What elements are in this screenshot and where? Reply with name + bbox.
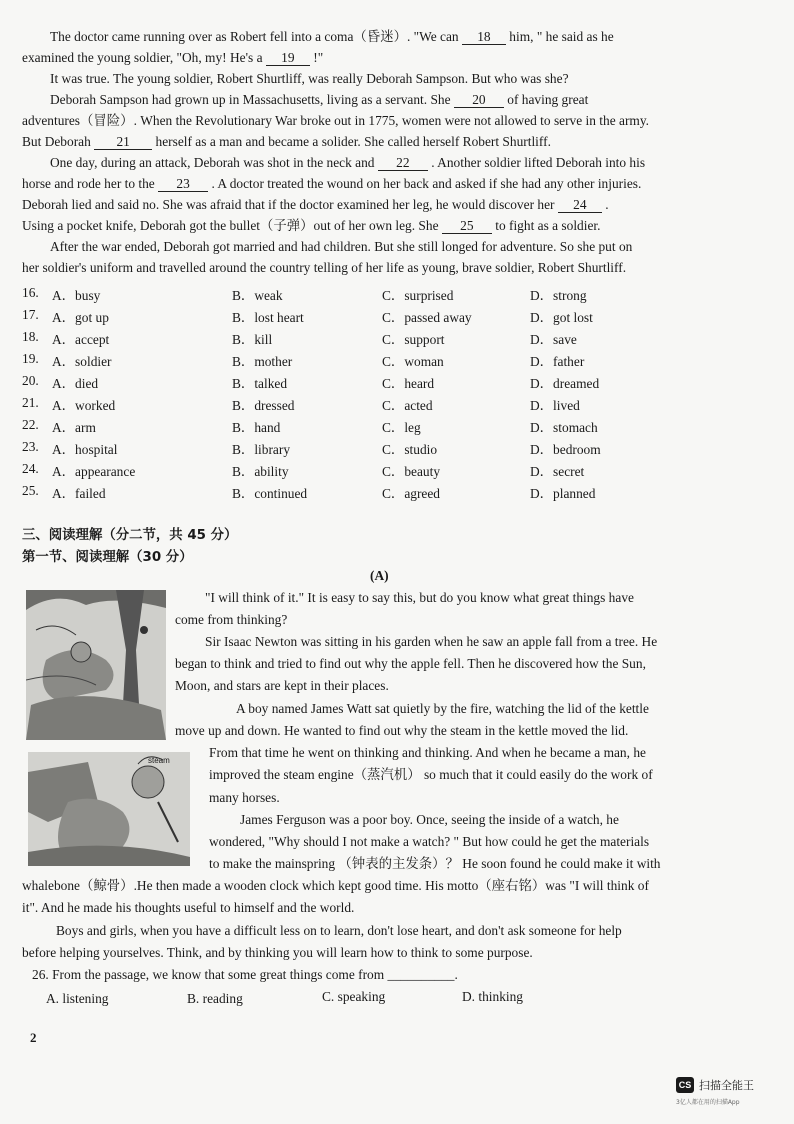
option-row xyxy=(22,351,622,371)
question-number: 17. xyxy=(22,307,39,322)
text: horse and rode her to the xyxy=(22,176,155,191)
passage-line: wondered, "Why should I not make a watch? " But how could he get the materials xyxy=(209,834,650,849)
blank-24: 24 xyxy=(558,197,602,213)
option-d: D．save xyxy=(530,332,577,347)
option-d: D．father xyxy=(530,354,585,369)
passage-line: From that time he went on thinking and thinking. And when he became a man, he xyxy=(209,745,646,760)
question-number: 21. xyxy=(22,395,39,410)
text: !" xyxy=(313,50,324,65)
text: The doctor came running over as Robert fell into a coma（昏迷）. "We can xyxy=(50,29,459,44)
passage-line: After the war ended, Deborah got married and had children. But she still longed for adventure. So she put on xyxy=(50,239,633,254)
blank-21: 21 xyxy=(94,134,152,150)
picture-label: steam xyxy=(148,756,170,765)
passage-line: improved the steam engine（蒸汽机） so much that it could easily do the work of xyxy=(209,767,653,782)
option-a: A．accept xyxy=(52,332,110,347)
blank-18: 18 xyxy=(462,29,506,45)
option-b: B．dressed xyxy=(232,398,295,413)
passage-line: Moon, and stars are kept in their places. xyxy=(175,678,389,693)
option-a: A．hospital xyxy=(52,442,118,457)
passage-line: before helping yourselves. Think, and by thinking you will learn how to think to some purpose. xyxy=(22,945,533,960)
passage-line: A boy named James Watt sat quietly by the fire, watching the lid of the kettle xyxy=(236,701,649,716)
question-number: 18. xyxy=(22,329,39,344)
question-number: 19. xyxy=(22,351,39,366)
option-c: C．support xyxy=(382,332,445,347)
passage-line xyxy=(22,217,600,235)
passage-line xyxy=(22,133,551,151)
option-c: C．acted xyxy=(382,398,433,413)
option-d: D．planned xyxy=(530,486,596,501)
passage-line: to make the mainspring （钟表的主发条）？ He soon found he could make it with xyxy=(209,856,661,871)
text: 26. From the passage, we know that some great things come from xyxy=(32,967,385,982)
passage-line: Boys and girls, when you have a difficult less on to learn, don't lose heart, and don't ask someone for help xyxy=(56,923,622,938)
text: herself as a man and became a solider. She called herself Robert Shurtliff. xyxy=(155,134,551,149)
newton-illustration xyxy=(26,590,166,740)
text: examined the young soldier, "Oh, my! He's a xyxy=(22,50,263,65)
question-number: 16. xyxy=(22,285,39,300)
option-a: A．soldier xyxy=(52,354,112,369)
option-c: C．woman xyxy=(382,354,444,369)
page-number: 2 xyxy=(30,1030,37,1045)
passage-line: It was true. The young soldier, Robert Shurtliff, was really Deborah Sampson. But who was she? xyxy=(50,71,569,86)
option-row xyxy=(22,439,622,459)
option-b: B．ability xyxy=(232,464,289,479)
option-a: A．appearance xyxy=(52,464,136,479)
question-number: 24. xyxy=(22,461,39,476)
option-d: D．lived xyxy=(530,398,580,413)
option-d: D. thinking xyxy=(462,989,524,1004)
text: of having great xyxy=(507,92,589,107)
option-b: B．continued xyxy=(232,486,308,501)
passage-line: it". And he made his thoughts useful to himself and the world. xyxy=(22,900,355,915)
option-row xyxy=(22,417,622,437)
option-b: B．hand xyxy=(232,420,281,435)
option-row xyxy=(22,461,622,481)
option-row xyxy=(22,307,622,327)
text: to fight as a soldier. xyxy=(495,218,601,233)
question-number: 25. xyxy=(22,483,39,498)
option-d: D．secret xyxy=(530,464,585,479)
blank-22: 22 xyxy=(378,155,428,171)
option-b: B. reading xyxy=(187,991,243,1006)
section-heading: 三、阅读理解（分二节，共 45 分） xyxy=(22,528,238,543)
passage-line: many horses. xyxy=(209,790,280,805)
option-d: D．dreamed xyxy=(530,376,600,391)
option-b: B．lost heart xyxy=(232,310,304,325)
question-number: 22. xyxy=(22,417,39,432)
scanner-watermark xyxy=(676,1077,754,1093)
option-d: D．bedroom xyxy=(530,442,601,457)
passage-line xyxy=(50,28,614,46)
section-subheading: 第一节、阅读理解（30 分） xyxy=(22,550,193,565)
option-a: A．failed xyxy=(52,486,106,501)
passage-line xyxy=(50,91,588,109)
option-row xyxy=(22,373,622,393)
passage-line: adventures（冒险）. When the Revolutionary War broke out in 1775, women were not allowed to serve in the army. xyxy=(22,113,650,128)
option-c: C．leg xyxy=(382,420,421,435)
option-b: B．weak xyxy=(232,288,283,303)
passage-label: (A) xyxy=(370,568,389,583)
passage-line: James Ferguson was a poor boy. Once, seeing the inside of a watch, he xyxy=(240,812,619,827)
text: Deborah lied and said no. She was afraid that if the doctor examined her leg, he would discover her xyxy=(22,197,555,212)
option-row xyxy=(22,285,622,305)
option-row xyxy=(22,329,622,349)
text: One day, during an attack, Deborah was shot in the neck and xyxy=(50,155,375,170)
option-a: A．worked xyxy=(52,398,116,413)
option-d: D．stomach xyxy=(530,420,598,435)
option-row xyxy=(22,395,622,415)
option-c: C．beauty xyxy=(382,464,441,479)
text: But Deborah xyxy=(22,134,91,149)
option-b: B．talked xyxy=(232,376,288,391)
passage-line xyxy=(22,175,641,193)
option-c: C．passed away xyxy=(382,310,472,325)
option-a: A. listening xyxy=(46,991,109,1006)
option-a: A．arm xyxy=(52,420,96,435)
blank-25: 25 xyxy=(442,218,492,234)
passage-line: "I will think of it." It is easy to say this, but do you know what great things have xyxy=(205,590,634,605)
option-a: A．died xyxy=(52,376,99,391)
passage-line xyxy=(22,196,609,214)
passage-line xyxy=(50,154,645,172)
text: Deborah Sampson had grown up in Massachusetts, living as a servant. She xyxy=(50,92,451,107)
answer-blank: __________. xyxy=(387,967,458,982)
passage-line: move up and down. He wanted to find out why the steam in the kettle moved the lid. xyxy=(175,723,629,738)
option-c: C．studio xyxy=(382,442,438,457)
scanner-tagline: 3亿人都在用的扫描App xyxy=(676,1099,740,1106)
text: . A doctor treated the wound on her back and asked if she had any other injuries. xyxy=(211,176,642,191)
passage-line: began to think and tried to find out why the apple fell. Then he discovered how the Sun, xyxy=(175,656,646,671)
passage-line: Sir Isaac Newton was sitting in his garden when he saw an apple fall from a tree. He xyxy=(205,634,658,649)
option-b: B．mother xyxy=(232,354,293,369)
option-b: B．library xyxy=(232,442,291,457)
question-26-stem xyxy=(32,966,458,984)
text: . xyxy=(605,197,609,212)
option-a: A．busy xyxy=(52,288,101,303)
scanner-name: 扫描全能王 xyxy=(699,1079,754,1092)
option-d: D．strong xyxy=(530,288,587,303)
question-number: 20. xyxy=(22,373,39,388)
passage-line: her soldier's uniform and travelled around the country telling of her life as young, brave soldier, Robert Shurtliff. xyxy=(22,260,627,275)
blank-20: 20 xyxy=(454,92,504,108)
passage-line: come from thinking? xyxy=(175,612,288,627)
option-row xyxy=(22,483,622,503)
text: Using a pocket knife, Deborah got the bullet（子弹）out of her own leg. She xyxy=(22,218,439,233)
option-d: D．got lost xyxy=(530,310,593,325)
option-c: C．heard xyxy=(382,376,435,391)
option-c: C．agreed xyxy=(382,486,441,501)
option-c: C．surprised xyxy=(382,288,454,303)
watt-illustration xyxy=(28,752,190,866)
camscanner-logo-icon: CS xyxy=(676,1077,694,1093)
option-b: B．kill xyxy=(232,332,273,347)
newton-drawing xyxy=(26,590,166,740)
passage-line: whalebone（鲸骨）.He then made a wooden clock which kept good time. His motto（座右铭）was "I will think of xyxy=(22,878,649,893)
passage-line xyxy=(22,49,323,67)
watt-drawing xyxy=(28,752,190,866)
option-c: C. speaking xyxy=(322,989,386,1004)
question-number: 23. xyxy=(22,439,39,454)
blank-19: 19 xyxy=(266,50,310,66)
text: him, " he said as he xyxy=(509,29,614,44)
option-a: A．got up xyxy=(52,310,109,325)
blank-23: 23 xyxy=(158,176,208,192)
text: . Another soldier lifted Deborah into his xyxy=(431,155,646,170)
